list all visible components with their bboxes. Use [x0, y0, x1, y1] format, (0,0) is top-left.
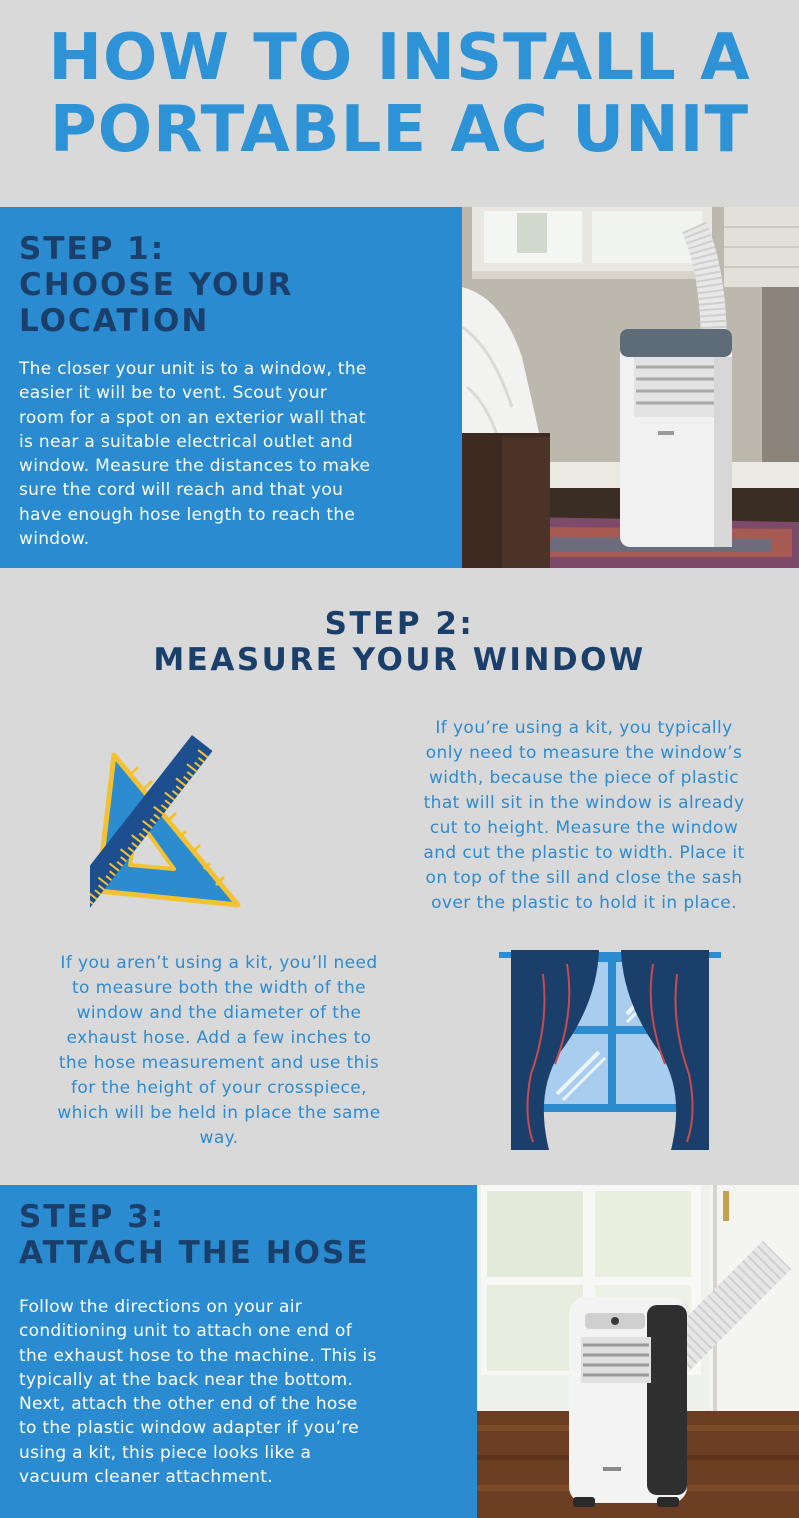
- step3-body-line: conditioning unit to attach one end of: [19, 1321, 353, 1342]
- step3-body: [19, 1295, 377, 1489]
- step2-heading: [0, 606, 799, 678]
- step1-body-line: sure the cord will reach and that you: [19, 480, 344, 501]
- step3-heading-number: STEP 3:: [19, 1199, 166, 1235]
- no-kit-text-line: If you aren’t using a kit, you’ll need: [60, 953, 378, 973]
- step2-kit-text: [398, 716, 770, 916]
- step1-panel: [0, 207, 462, 568]
- kit-text-line: and cut the plastic to width. Place it: [423, 843, 745, 863]
- ac-hose-doorway-photo: [477, 1185, 799, 1518]
- window-icon: [497, 944, 723, 1150]
- kit-text-line: over the plastic to hold it in place.: [431, 893, 737, 913]
- step1-heading-number: STEP 1:: [19, 231, 166, 267]
- portable-ac-bedroom-photo: [462, 207, 799, 568]
- title-line-1: HOW TO INSTALL A: [48, 21, 751, 95]
- step1-body-line: easier it will be to vent. Scout your: [19, 383, 328, 404]
- no-kit-text-line: window and the diameter of the: [76, 1003, 362, 1023]
- kit-text-line: If you’re using a kit, you typically: [435, 718, 733, 738]
- step3-body-line: Follow the directions on your air: [19, 1297, 303, 1317]
- step3-body-line: typically at the back near the bottom.: [19, 1369, 354, 1390]
- step2-heading-number: STEP 2:: [324, 606, 475, 642]
- kit-text-line: that will sit in the window is already: [423, 793, 745, 813]
- step3-body-line: the exhaust hose to the machine. This is: [19, 1345, 377, 1366]
- window-curtains-illustration: [497, 944, 723, 1150]
- step1-heading: [19, 231, 293, 339]
- step3-body-line: vacuum cleaner attachment.: [19, 1467, 273, 1488]
- step1-body-line: window. Measure the distances to make: [19, 456, 371, 477]
- step1-heading-line2: CHOOSE YOUR: [19, 267, 294, 303]
- step3-panel: [0, 1185, 477, 1518]
- step1-body-line: is near a suitable electrical outlet and: [19, 431, 353, 452]
- title-line-2: PORTABLE AC UNIT: [49, 93, 750, 167]
- step3-body-line: Next, attach the other end of the hose: [19, 1394, 358, 1415]
- step2-heading-line2: MEASURE YOUR WINDOW: [153, 642, 646, 678]
- step1-heading-line3: LOCATION: [19, 303, 210, 339]
- no-kit-text-line: for the height of your crosspiece,: [71, 1078, 367, 1098]
- no-kit-text-line: which will be held in place the same: [57, 1103, 381, 1123]
- step3-body-line: using a kit, this piece looks like a: [19, 1442, 312, 1463]
- step1-body-line: room for a spot on an exterior wall that: [19, 407, 366, 428]
- kit-text-line: width, because the piece of plastic: [429, 768, 739, 788]
- kit-text-line: only need to measure the window’s: [425, 743, 743, 763]
- step1-body-line: window.: [19, 529, 90, 550]
- step3-heading: [19, 1199, 370, 1271]
- page-title: [0, 22, 799, 166]
- step3-body-line: to the plastic window adapter if you’re: [19, 1418, 360, 1439]
- no-kit-text-line: way.: [199, 1128, 239, 1148]
- no-kit-text-line: the hose measurement and use this: [58, 1053, 380, 1073]
- step1-body-line: The closer your unit is to a window, the: [19, 359, 367, 379]
- step3-heading-line2: ATTACH THE HOSE: [19, 1235, 370, 1271]
- step1-body: [19, 357, 370, 551]
- step2-no-kit-text: [32, 951, 406, 1151]
- kit-text-line: cut to height. Measure the window: [429, 818, 739, 838]
- no-kit-text-line: exhaust hose. Add a few inches to: [66, 1028, 372, 1048]
- ruler-triangle-illustration: [90, 715, 350, 920]
- no-kit-text-line: to measure both the width of the: [71, 978, 367, 998]
- step1-body-line: have enough hose length to reach the: [19, 504, 356, 525]
- kit-text-line: on top of the sill and close the sash: [425, 868, 743, 888]
